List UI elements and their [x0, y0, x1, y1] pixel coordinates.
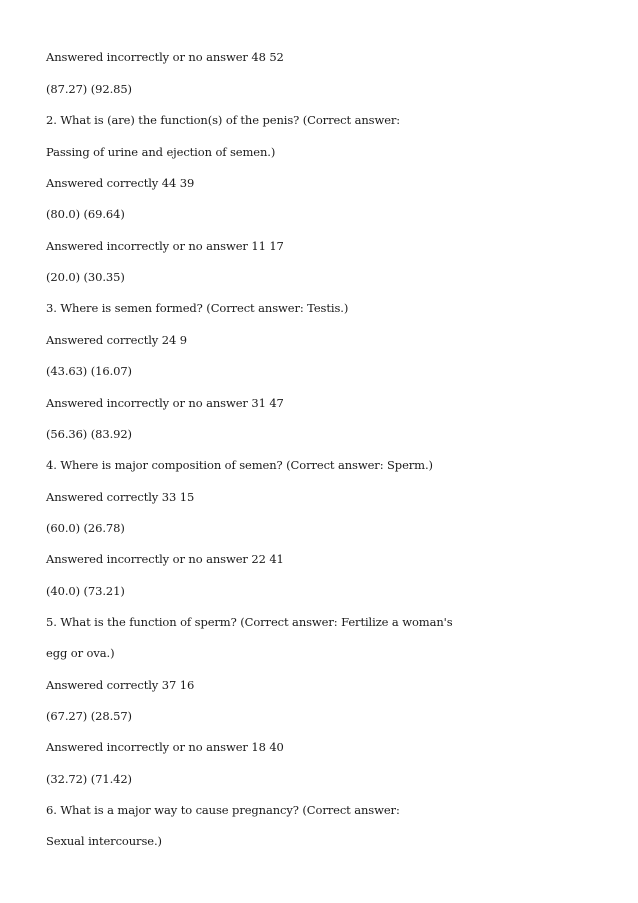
text-line: egg or ova.)	[46, 646, 115, 660]
text-line: (80.0) (69.64)	[46, 207, 125, 221]
text-line: (60.0) (26.78)	[46, 521, 125, 535]
text-line: Answered correctly 44 39	[46, 176, 195, 190]
text-line: Answered incorrectly or no answer 48 52	[46, 50, 284, 64]
text-line: (43.63) (16.07)	[46, 364, 132, 378]
question-4: 4. Where is major composition of semen? (Correct answer: Sperm.)	[46, 458, 433, 472]
text-line: (20.0) (30.35)	[46, 270, 125, 284]
text-line: (40.0) (73.21)	[46, 584, 125, 598]
text-line: Sexual intercourse.)	[46, 834, 162, 848]
text-line: Answered correctly 33 15	[46, 490, 195, 504]
text-line: Answered incorrectly or no answer 18 40	[46, 740, 284, 754]
question-6: 6. What is a major way to cause pregnancy? (Correct answer:	[46, 803, 400, 817]
text-line: Passing of urine and ejection of semen.)	[46, 145, 276, 159]
text-line: Answered correctly 37 16	[46, 678, 195, 692]
text-line: (56.36) (83.92)	[46, 427, 132, 441]
text-line: (87.27) (92.85)	[46, 82, 132, 96]
text-line: Answered incorrectly or no answer 11 17	[46, 239, 284, 253]
text-line: Answered incorrectly or no answer 22 41	[46, 552, 284, 566]
question-3: 3. Where is semen formed? (Correct answer: Testis.)	[46, 301, 349, 315]
question-2: 2. What is (are) the function(s) of the penis? (Correct answer:	[46, 113, 401, 127]
text-line: (32.72) (71.42)	[46, 772, 132, 786]
text-line: (67.27) (28.57)	[46, 709, 132, 723]
text-line: Answered incorrectly or no answer 31 47	[46, 396, 284, 410]
question-5: 5. What is the function of sperm? (Correct answer: Fertilize a woman's	[46, 615, 453, 629]
text-line: Answered correctly 24 9	[46, 333, 187, 347]
